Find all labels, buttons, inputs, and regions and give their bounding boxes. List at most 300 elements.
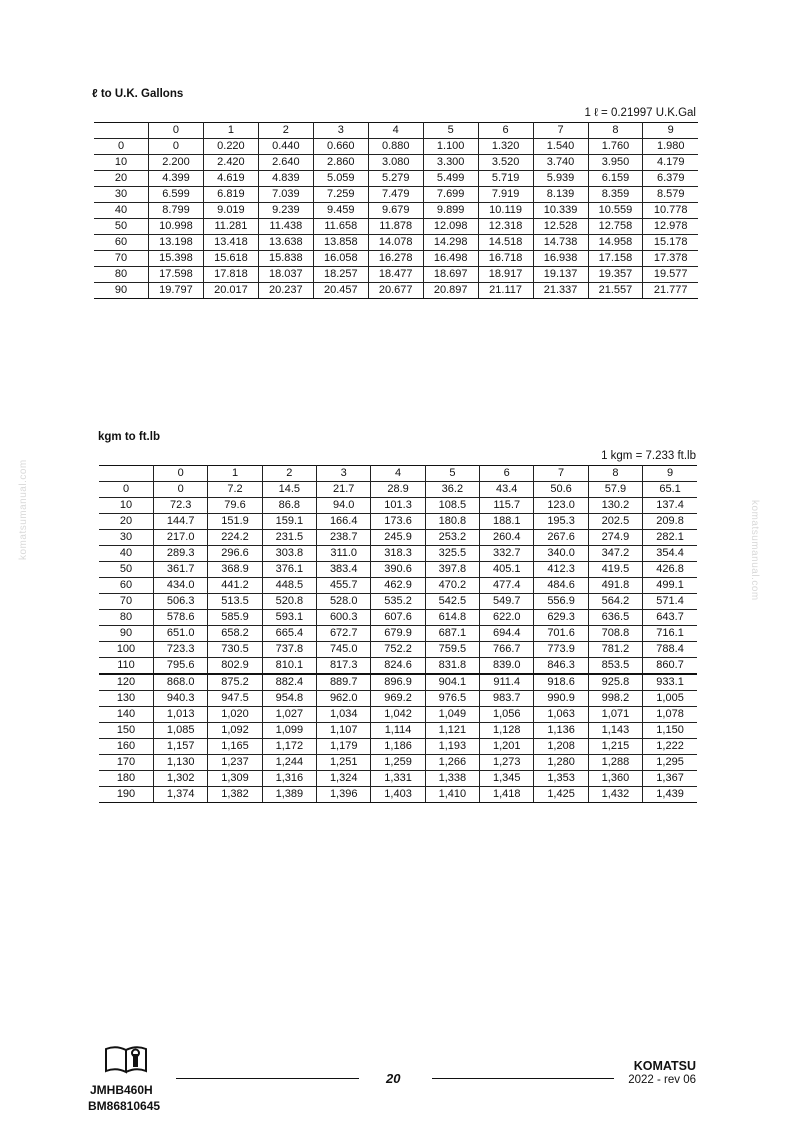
column-header: 1 — [203, 123, 258, 139]
column-header: 4 — [368, 123, 423, 139]
column-header: 7 — [533, 123, 588, 139]
table-cell: 289.3 — [154, 546, 208, 562]
table-cell: 16.938 — [533, 251, 588, 267]
table-cell: 20.017 — [203, 283, 258, 299]
table-cell: 325.5 — [425, 546, 479, 562]
table-cell: 43.4 — [480, 482, 534, 498]
column-header: 0 — [154, 466, 208, 482]
table-cell: 21.7 — [317, 482, 371, 498]
table-cell: 10.339 — [533, 203, 588, 219]
table-cell: 274.9 — [588, 530, 642, 546]
column-header: 9 — [643, 466, 697, 482]
table-row — [99, 578, 697, 594]
table-cell: 7.2 — [208, 482, 262, 498]
table-cell: 651.0 — [154, 626, 208, 642]
table-cell: 108.5 — [425, 498, 479, 514]
table-cell: 911.4 — [480, 674, 534, 691]
row-label: 130 — [99, 691, 154, 707]
table-cell: 542.5 — [425, 594, 479, 610]
row-label: 60 — [94, 235, 149, 251]
table-cell: 1,130 — [154, 755, 208, 771]
table-cell: 5.719 — [478, 171, 533, 187]
table-cell: 1,172 — [262, 739, 316, 755]
row-label: 90 — [99, 626, 154, 642]
table-cell: 875.2 — [208, 674, 262, 691]
table-cell: 1,309 — [208, 771, 262, 787]
table-cell: 3.950 — [588, 155, 643, 171]
table-cell: 303.8 — [262, 546, 316, 562]
table-cell: 889.7 — [317, 674, 371, 691]
table-cell: 12.098 — [423, 219, 478, 235]
table-cell: 1,418 — [480, 787, 534, 803]
table-cell: 188.1 — [480, 514, 534, 530]
table-cell: 839.0 — [480, 658, 534, 675]
row-label: 80 — [99, 610, 154, 626]
table-cell: 1,316 — [262, 771, 316, 787]
table-cell: 159.1 — [262, 514, 316, 530]
column-header: 8 — [588, 466, 642, 482]
row-label: 50 — [99, 562, 154, 578]
table-cell: 3.740 — [533, 155, 588, 171]
table-cell: 1,396 — [317, 787, 371, 803]
table-cell: 0.440 — [258, 139, 313, 155]
table-cell: 1,288 — [588, 755, 642, 771]
table-cell: 231.5 — [262, 530, 316, 546]
table-cell: 20.677 — [368, 283, 423, 299]
table-cell: 933.1 — [643, 674, 697, 691]
table-cell: 14.958 — [588, 235, 643, 251]
column-header: 7 — [534, 466, 588, 482]
table-cell: 593.1 — [262, 610, 316, 626]
table-row — [99, 674, 697, 691]
table-cell: 636.5 — [588, 610, 642, 626]
table-row — [99, 514, 697, 530]
table-cell: 397.8 — [425, 562, 479, 578]
table-cell: 441.2 — [208, 578, 262, 594]
table-cell: 752.2 — [371, 642, 425, 658]
row-label: 80 — [94, 267, 149, 283]
table-cell: 130.2 — [588, 498, 642, 514]
table-cell: 79.6 — [208, 498, 262, 514]
table-cell: 311.0 — [317, 546, 371, 562]
table-cell: 217.0 — [154, 530, 208, 546]
table-cell: 1,034 — [317, 707, 371, 723]
table-cell: 195.3 — [534, 514, 588, 530]
table-cell: 1,410 — [425, 787, 479, 803]
table-cell: 11.281 — [203, 219, 258, 235]
table-cell: 4.179 — [643, 155, 698, 171]
table-cell: 13.858 — [313, 235, 368, 251]
table-cell: 969.2 — [371, 691, 425, 707]
table-cell: 21.777 — [643, 283, 698, 299]
table-cell: 3.080 — [368, 155, 423, 171]
table-cell: 9.239 — [258, 203, 313, 219]
table-cell: 1,013 — [154, 707, 208, 723]
document-code: BM86810645 — [88, 1099, 161, 1113]
table-cell: 5.499 — [423, 171, 478, 187]
table-cell: 9.459 — [313, 203, 368, 219]
table-header-row — [99, 466, 697, 482]
table-cell: 1,259 — [371, 755, 425, 771]
table-row — [99, 626, 697, 642]
table-cell: 426.8 — [643, 562, 697, 578]
table-row — [99, 530, 697, 546]
column-header: 3 — [313, 123, 368, 139]
table2-title: kgm to ft.lb — [98, 431, 160, 443]
table-row — [94, 235, 698, 251]
row-label: 10 — [94, 155, 149, 171]
table-cell: 571.4 — [643, 594, 697, 610]
table-cell: 144.7 — [154, 514, 208, 530]
table-cell: 18.477 — [368, 267, 423, 283]
table-cell: 1,085 — [154, 723, 208, 739]
column-header — [94, 123, 149, 139]
row-label: 10 — [99, 498, 154, 514]
table-cell: 1,179 — [317, 739, 371, 755]
table-cell: 882.4 — [262, 674, 316, 691]
table-cell: 1,425 — [534, 787, 588, 803]
table-cell: 4.839 — [258, 171, 313, 187]
table-cell: 434.0 — [154, 578, 208, 594]
table-cell: 17.378 — [643, 251, 698, 267]
row-label: 20 — [99, 514, 154, 530]
table-cell: 17.818 — [203, 267, 258, 283]
table-row — [99, 594, 697, 610]
table-cell: 4.619 — [203, 171, 258, 187]
table-cell: 2.640 — [258, 155, 313, 171]
column-header: 0 — [149, 123, 204, 139]
row-label: 120 — [99, 674, 154, 691]
table-cell: 846.3 — [534, 658, 588, 675]
table-cell: 332.7 — [480, 546, 534, 562]
table-cell: 12.758 — [588, 219, 643, 235]
table-cell: 3.520 — [478, 155, 533, 171]
row-label: 60 — [99, 578, 154, 594]
table-cell: 520.8 — [262, 594, 316, 610]
table-cell: 419.5 — [588, 562, 642, 578]
footer-divider-right — [432, 1078, 614, 1079]
table-cell: 499.1 — [643, 578, 697, 594]
table-cell: 918.6 — [534, 674, 588, 691]
table-cell: 0 — [149, 139, 204, 155]
table-cell: 5.939 — [533, 171, 588, 187]
table-cell: 795.6 — [154, 658, 208, 675]
row-label: 90 — [94, 283, 149, 299]
table-cell: 173.6 — [371, 514, 425, 530]
table-cell: 998.2 — [588, 691, 642, 707]
table-cell: 10.998 — [149, 219, 204, 235]
table-cell: 6.379 — [643, 171, 698, 187]
table-cell: 1,186 — [371, 739, 425, 755]
table-cell: 180.8 — [425, 514, 479, 530]
revision-label: 2022 - rev 06 — [628, 1074, 696, 1086]
table-cell: 1,114 — [371, 723, 425, 739]
table-cell: 5.059 — [313, 171, 368, 187]
table-cell: 86.8 — [262, 498, 316, 514]
footer-divider-left — [176, 1078, 359, 1079]
table2-conversion-note: 1 kgm = 7.233 ft.lb — [601, 450, 696, 462]
table-cell: 376.1 — [262, 562, 316, 578]
table-cell: 253.2 — [425, 530, 479, 546]
table-cell: 151.9 — [208, 514, 262, 530]
row-label: 40 — [99, 546, 154, 562]
table-row — [99, 498, 697, 514]
table-cell: 19.577 — [643, 267, 698, 283]
row-label: 110 — [99, 658, 154, 675]
table-cell: 8.799 — [149, 203, 204, 219]
brand-name: KOMATSU — [633, 1059, 696, 1073]
table-cell: 15.838 — [258, 251, 313, 267]
table-cell: 20.897 — [423, 283, 478, 299]
table-cell: 15.178 — [643, 235, 698, 251]
table-cell: 10.559 — [588, 203, 643, 219]
row-label: 190 — [99, 787, 154, 803]
column-header: 3 — [317, 466, 371, 482]
table-cell: 983.7 — [480, 691, 534, 707]
table-cell: 962.0 — [317, 691, 371, 707]
table-cell: 347.2 — [588, 546, 642, 562]
table-cell: 245.9 — [371, 530, 425, 546]
table1-title: ℓ to U.K. Gallons — [92, 88, 184, 100]
table-cell: 564.2 — [588, 594, 642, 610]
column-header: 4 — [371, 466, 425, 482]
table-cell: 1,389 — [262, 787, 316, 803]
table-cell: 1,237 — [208, 755, 262, 771]
row-label: 180 — [99, 771, 154, 787]
table-cell: 940.3 — [154, 691, 208, 707]
table-cell: 7.699 — [423, 187, 478, 203]
table-cell: 260.4 — [480, 530, 534, 546]
table-row — [94, 267, 698, 283]
table-cell: 976.5 — [425, 691, 479, 707]
table-cell: 491.8 — [588, 578, 642, 594]
table-cell: 687.1 — [425, 626, 479, 642]
table-cell: 238.7 — [317, 530, 371, 546]
table-cell: 390.6 — [371, 562, 425, 578]
table-row — [94, 251, 698, 267]
table-cell: 137.4 — [643, 498, 697, 514]
table-cell: 354.4 — [643, 546, 697, 562]
table-cell: 1,107 — [317, 723, 371, 739]
table-cell: 535.2 — [371, 594, 425, 610]
table-cell: 802.9 — [208, 658, 262, 675]
manual-book-wrench-icon — [104, 1046, 148, 1074]
table-cell: 50.6 — [534, 482, 588, 498]
table-cell: 1,367 — [643, 771, 697, 787]
row-label: 160 — [99, 739, 154, 755]
table-cell: 14.738 — [533, 235, 588, 251]
table-cell: 1,266 — [425, 755, 479, 771]
table-cell: 1.980 — [643, 139, 698, 155]
table-cell: 9.679 — [368, 203, 423, 219]
table-cell: 412.3 — [534, 562, 588, 578]
table-cell: 549.7 — [480, 594, 534, 610]
table-cell: 12.528 — [533, 219, 588, 235]
table-cell: 477.4 — [480, 578, 534, 594]
table-cell: 318.3 — [371, 546, 425, 562]
column-header: 2 — [262, 466, 316, 482]
table-cell: 14.298 — [423, 235, 478, 251]
table-cell: 643.7 — [643, 610, 697, 626]
table-cell: 810.1 — [262, 658, 316, 675]
row-label: 20 — [94, 171, 149, 187]
table-cell: 4.399 — [149, 171, 204, 187]
table-cell: 506.3 — [154, 594, 208, 610]
table-row — [99, 707, 697, 723]
table-cell: 448.5 — [262, 578, 316, 594]
table-cell: 20.457 — [313, 283, 368, 299]
table-cell: 36.2 — [425, 482, 479, 498]
table-cell: 1,027 — [262, 707, 316, 723]
row-label: 70 — [94, 251, 149, 267]
table-cell: 1,353 — [534, 771, 588, 787]
table-cell: 679.9 — [371, 626, 425, 642]
table-cell: 853.5 — [588, 658, 642, 675]
table-cell: 904.1 — [425, 674, 479, 691]
table-cell: 14.5 — [262, 482, 316, 498]
table-cell: 1,042 — [371, 707, 425, 723]
table-cell: 1,439 — [643, 787, 697, 803]
column-header: 8 — [588, 123, 643, 139]
table-cell: 209.8 — [643, 514, 697, 530]
table-cell: 0.660 — [313, 139, 368, 155]
column-header: 9 — [643, 123, 698, 139]
table-cell: 282.1 — [643, 530, 697, 546]
table-cell: 1,201 — [480, 739, 534, 755]
table-cell: 585.9 — [208, 610, 262, 626]
table-cell: 947.5 — [208, 691, 262, 707]
table-cell: 21.557 — [588, 283, 643, 299]
table-cell: 860.7 — [643, 658, 697, 675]
table-cell: 622.0 — [480, 610, 534, 626]
table-cell: 368.9 — [208, 562, 262, 578]
table-cell: 1,092 — [208, 723, 262, 739]
table-cell: 462.9 — [371, 578, 425, 594]
column-header: 6 — [480, 466, 534, 482]
table-cell: 11.658 — [313, 219, 368, 235]
table-cell: 1,165 — [208, 739, 262, 755]
table-cell: 7.259 — [313, 187, 368, 203]
table-cell: 405.1 — [480, 562, 534, 578]
table-cell: 16.278 — [368, 251, 423, 267]
table-cell: 1,136 — [534, 723, 588, 739]
table-row — [99, 658, 697, 675]
row-label: 50 — [94, 219, 149, 235]
table-cell: 57.9 — [588, 482, 642, 498]
table-cell: 123.0 — [534, 498, 588, 514]
table-cell: 831.8 — [425, 658, 479, 675]
table-cell: 788.4 — [643, 642, 697, 658]
row-label: 0 — [99, 482, 154, 498]
watermark-right: komatsumanual.com — [749, 500, 760, 601]
table-cell: 990.9 — [534, 691, 588, 707]
table-cell: 383.4 — [317, 562, 371, 578]
table-cell: 11.878 — [368, 219, 423, 235]
page-number: 20 — [386, 1071, 401, 1086]
table-row — [99, 610, 697, 626]
table-cell: 1,432 — [588, 787, 642, 803]
table-cell: 607.6 — [371, 610, 425, 626]
table-cell: 455.7 — [317, 578, 371, 594]
table-cell: 1.760 — [588, 139, 643, 155]
table-cell: 1.540 — [533, 139, 588, 155]
table-cell: 1,360 — [588, 771, 642, 787]
table-cell: 716.1 — [643, 626, 697, 642]
table-cell: 17.158 — [588, 251, 643, 267]
row-label: 0 — [94, 139, 149, 155]
table-row — [99, 546, 697, 562]
table-cell: 2.200 — [149, 155, 204, 171]
row-label: 170 — [99, 755, 154, 771]
table-row — [94, 219, 698, 235]
table-cell: 1,128 — [480, 723, 534, 739]
table-cell: 6.599 — [149, 187, 204, 203]
table-cell: 101.3 — [371, 498, 425, 514]
table-row — [94, 283, 698, 299]
table-cell: 773.9 — [534, 642, 588, 658]
table-cell: 10.778 — [643, 203, 698, 219]
table-cell: 1.100 — [423, 139, 478, 155]
table-cell: 896.9 — [371, 674, 425, 691]
table-cell: 1,193 — [425, 739, 479, 755]
table-cell: 12.978 — [643, 219, 698, 235]
table-cell: 7.039 — [258, 187, 313, 203]
table-cell: 1,143 — [588, 723, 642, 739]
table-cell: 1,049 — [425, 707, 479, 723]
table-cell: 1,222 — [643, 739, 697, 755]
table-cell: 12.318 — [478, 219, 533, 235]
table-row — [94, 203, 698, 219]
table-cell: 5.279 — [368, 171, 423, 187]
table-cell: 672.7 — [317, 626, 371, 642]
table-cell: 766.7 — [480, 642, 534, 658]
table-cell: 513.5 — [208, 594, 262, 610]
row-label: 150 — [99, 723, 154, 739]
table-cell: 296.6 — [208, 546, 262, 562]
table-cell: 202.5 — [588, 514, 642, 530]
table-cell: 13.638 — [258, 235, 313, 251]
table-cell: 745.0 — [317, 642, 371, 658]
table1-conversion-note: 1 ℓ = 0.21997 U.K.Gal — [584, 107, 696, 119]
table-cell: 1,244 — [262, 755, 316, 771]
table-cell: 19.357 — [588, 267, 643, 283]
table-cell: 556.9 — [534, 594, 588, 610]
table-cell: 1,280 — [534, 755, 588, 771]
table-row — [99, 739, 697, 755]
table-cell: 658.2 — [208, 626, 262, 642]
table-cell: 1.320 — [478, 139, 533, 155]
table-cell: 6.159 — [588, 171, 643, 187]
table-cell: 708.8 — [588, 626, 642, 642]
table-cell: 1,403 — [371, 787, 425, 803]
table-cell: 18.917 — [478, 267, 533, 283]
row-label: 140 — [99, 707, 154, 723]
table-cell: 17.598 — [149, 267, 204, 283]
table-cell: 1,331 — [371, 771, 425, 787]
table-cell: 925.8 — [588, 674, 642, 691]
table-cell: 701.6 — [534, 626, 588, 642]
table-cell: 1,302 — [154, 771, 208, 787]
table-cell: 1,063 — [534, 707, 588, 723]
table-cell: 13.418 — [203, 235, 258, 251]
kgm-to-ftlb-table — [99, 465, 697, 803]
table-cell: 8.359 — [588, 187, 643, 203]
table-cell: 781.2 — [588, 642, 642, 658]
table-cell: 18.037 — [258, 267, 313, 283]
table-row — [99, 482, 697, 498]
table-cell: 115.7 — [480, 498, 534, 514]
table-row — [99, 771, 697, 787]
